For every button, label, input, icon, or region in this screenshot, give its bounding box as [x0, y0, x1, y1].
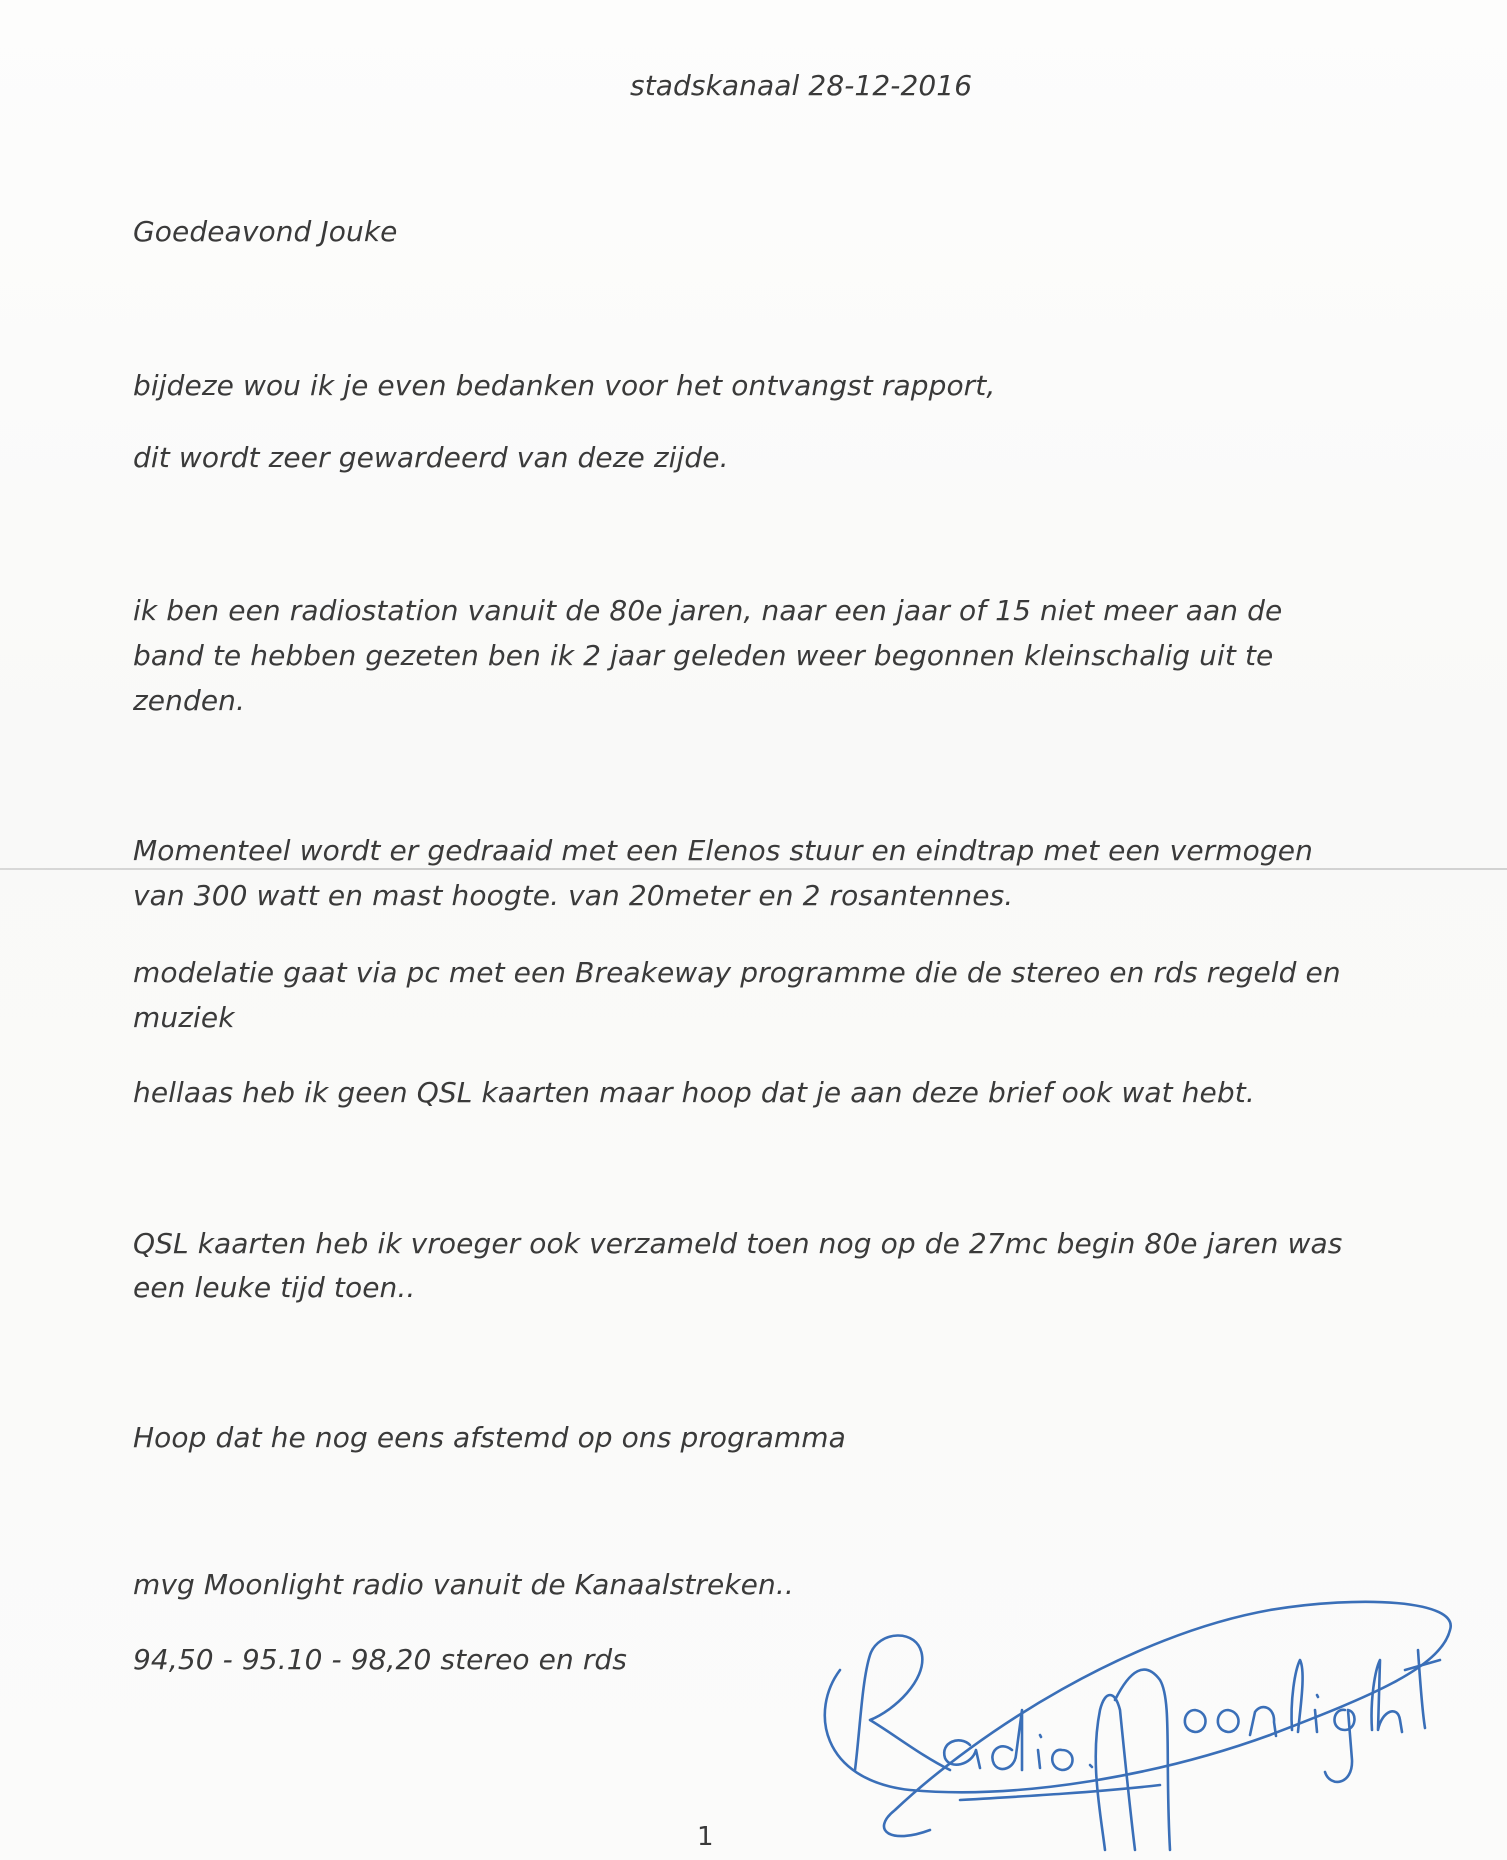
paragraph-2-line-2: band te hebben gezeten ben ik 2 jaar geleden weer begonnen kleinschalig uit te — [133, 639, 1274, 672]
paragraph-7-line-1: Hoop dat he nog eens afstemd op ons programma — [133, 1421, 846, 1454]
page-number: 1 — [697, 1822, 714, 1852]
paragraph-1-line-2: dit wordt zeer gewardeerd van deze zijde. — [133, 441, 729, 474]
paragraph-5-line-1: hellaas heb ik geen QSL kaarten maar hoop dat je aan deze brief ook wat hebt. — [133, 1076, 1255, 1109]
paragraph-4-line-2: muziek — [133, 1001, 235, 1034]
frequencies-line: 94,50 - 95.10 - 98,20 stereo en rds — [133, 1643, 627, 1676]
handwritten-signature — [800, 1560, 1460, 1860]
paragraph-1-line-1: bijdeze wou ik je even bedanken voor het ontvangst rapport, — [133, 369, 996, 402]
paragraph-4-line-1: modelatie gaat via pc met een Breakeway programme die de stereo en rds regeld en — [133, 956, 1341, 989]
closing-line: mvg Moonlight radio vanuit de Kanaalstreken.. — [133, 1568, 794, 1601]
paragraph-3-line-2: van 300 watt en mast hoogte. van 20meter en 2 rosantennes. — [133, 879, 1014, 912]
greeting: Goedeavond Jouke — [133, 215, 398, 248]
paragraph-2-line-3: zenden. — [133, 684, 246, 717]
paragraph-6-line-2: een leuke tijd toen.. — [133, 1271, 416, 1304]
letter-date: stadskanaal 28-12-2016 — [630, 69, 973, 102]
paragraph-2-line-1: ik ben een radiostation vanuit de 80e jaren, naar een jaar of 15 niet meer aan de — [133, 594, 1283, 627]
paragraph-3-line-1: Momenteel wordt er gedraaid met een Elenos stuur en eindtrap met een vermogen — [133, 834, 1313, 867]
paragraph-6-line-1: QSL kaarten heb ik vroeger ook verzameld toen nog op de 27mc begin 80e jaren was — [133, 1227, 1343, 1260]
